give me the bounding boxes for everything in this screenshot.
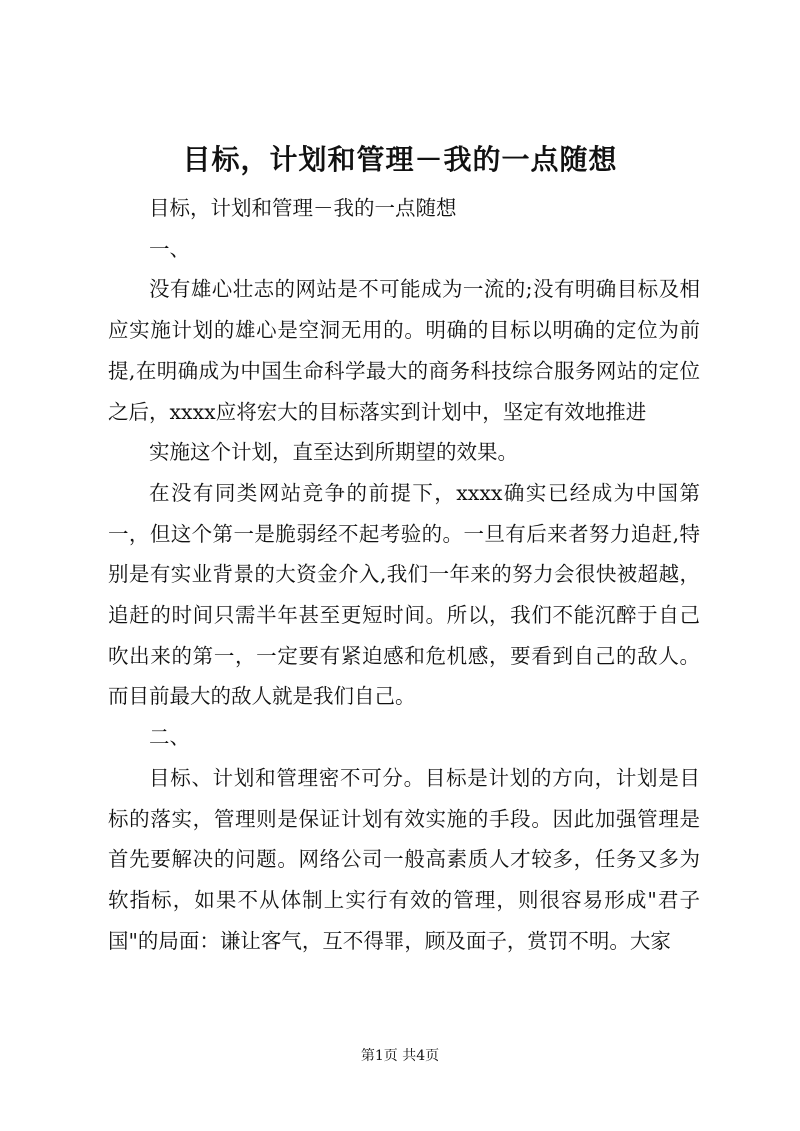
section-heading-two: 二、 [149,725,190,750]
document-body [108,188,700,961]
section-heading-one: 一、 [149,236,190,261]
paragraph: 目标、计划和管理密不可分。目标是计划的方向，计划是目标的落实，管理则是保证计划有效实施的手段。因此加强管理是首先要解决的问题。网络公司一般高素质人才较多，任务又多为软指标，如果不从体制上实行有效的管理，则很容易形成"君子国"的局面：谦让客气，互不得罪，顾及面子，赏罚不明。大家 [108,765,700,953]
paragraph: 没有雄心壮志的网站是不可能成为一流的;没有明确目标及相应实施计划的雄心是空洞无用的。明确的目标以明确的定位为前提,在明确成为中国生命科学最大的商务科技综合服务网站的定位之后，xxxx应将宏大的目标落实到计划中，坚定有效地推进 [108,277,700,424]
paragraph-subtitle: 目标，计划和管理－我的一点随想 [149,196,457,220]
document-title: 目标，计划和管理－我的一点随想 [182,143,618,176]
paragraph: 在没有同类网站竞争的前提下，xxxx确实已经成为中国第一，但这个第一是脆弱经不起考验的。一旦有后来者努力追赶,特别是有实业背景的大资金介入,我们一年来的努力会很快被超越，追赶的时间只需半年甚至更短时间。所以，我们不能沉醉于自己吹出来的第一，一定要有紧迫感和危机感，要看到自己的敌人。而目前最大的敌人就是我们自己。 [108,480,700,709]
paragraph: 实施这个计划，直至达到所期望的效果。 [149,440,518,465]
page-footer: 第1页 共4页 [360,1048,440,1064]
